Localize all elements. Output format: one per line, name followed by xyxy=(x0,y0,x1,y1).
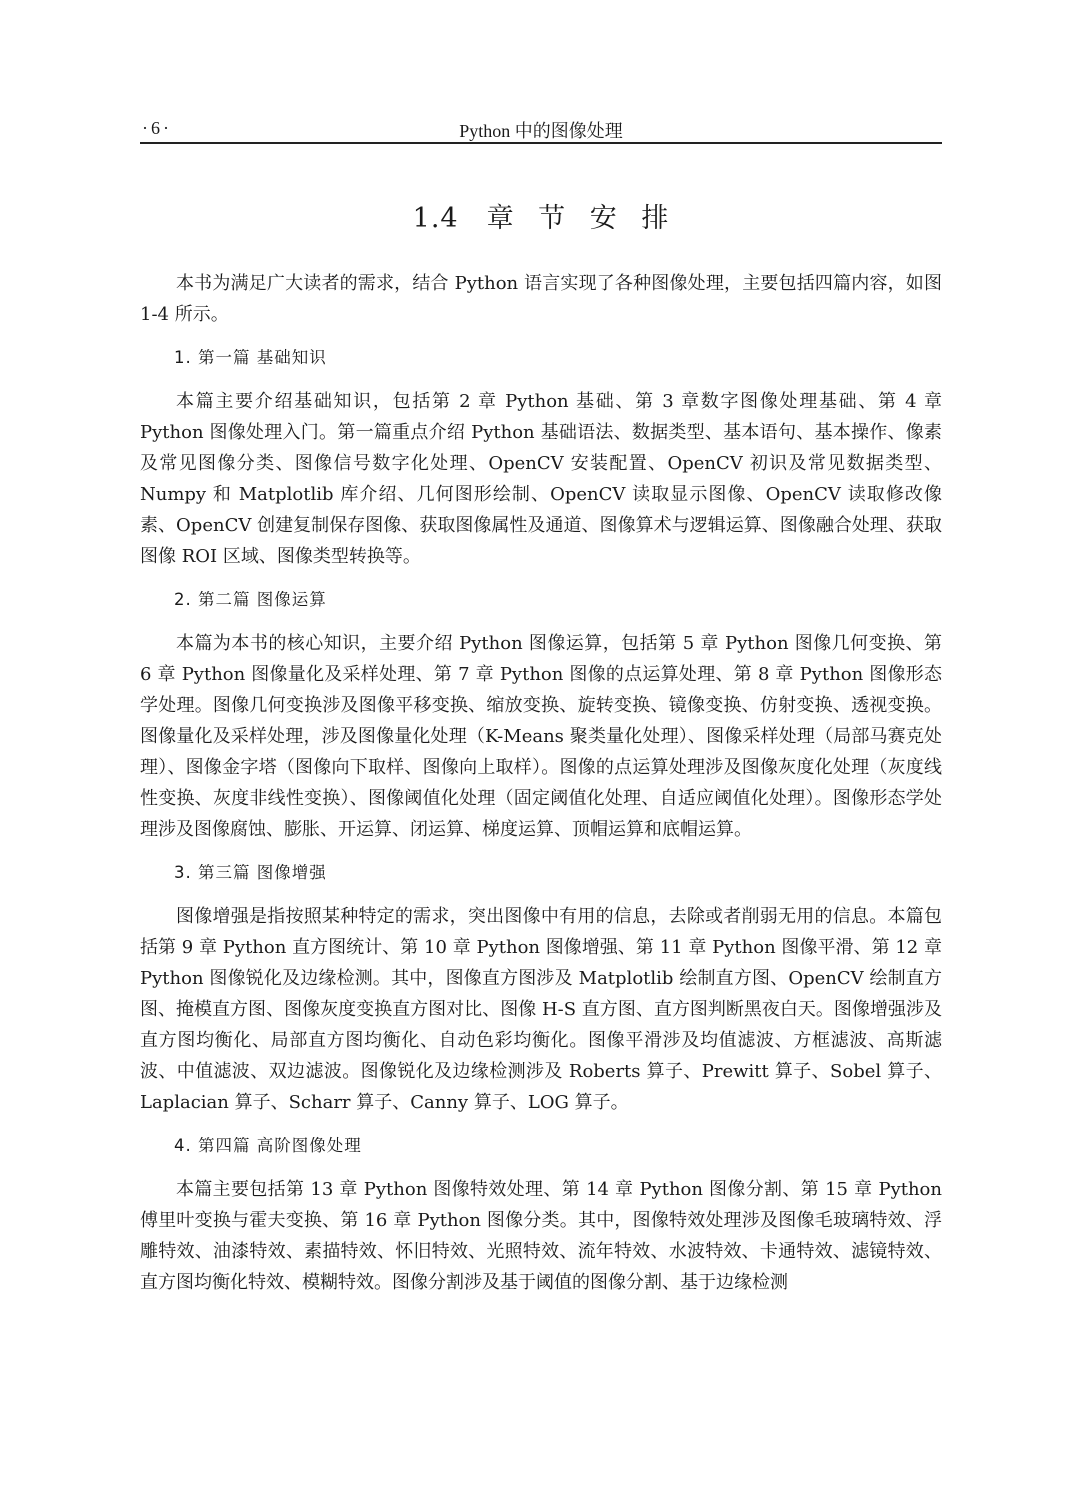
part-3-body: 图像增强是指按照某种特定的需求，突出图像中有用的信息，去除或者削弱无用的信息。本篇包括第 9 章 Python 直方图统计、第 10 章 Python 图像增强、第 11 章 Python 图像平滑、第 12 章 Python 图像锐化及边缘检测。其中，图像直方图涉及 Matplotlib 绘制直方图、OpenCV 绘制直方图、掩模直方图、图像灰度变换直方图对比、图像 H-S 直方图、直方图判断黑夜白天。图像增强涉及直方图均衡化、局部直方图均衡化、自动色彩均衡化。图像平滑涉及均值滤波、方框滤波、高斯滤波、中值滤波、双边滤波。图像锐化及边缘检测涉及 Roberts 算子、Prewitt 算子、Sobel 算子、Laplacian 算子、Scharr 算子、Canny 算子、LOG 算子。 xyxy=(140,906,942,1113)
part-2-heading: 2. 第二篇 图像运算 xyxy=(174,590,327,609)
part-4-heading: 4. 第四篇 高阶图像处理 xyxy=(174,1136,362,1155)
part-1-body: 本篇主要介绍基础知识，包括第 2 章 Python 基础、第 3 章数字图像处理基础、第 4 章 Python 图像处理入门。第一篇重点介绍 Python 基础语法、数据类型、基本语句、基本操作、像素及常见图像分类、图像信号数字化处理、OpenCV 安装配置、OpenCV 初识及常见数据类型、Numpy 和 Matplotlib 库介绍、几何图形绘制、OpenCV 读取显示图像、OpenCV 读取修改像素、OpenCV 创建复制保存图像、获取图像属性及通道、图像算术与逻辑运算、图像融合处理、获取图像 ROI 区域、图像类型转换等。 xyxy=(140,391,942,567)
header-title: Python 中的图像处理 xyxy=(459,121,623,141)
page-number: ·6· xyxy=(142,118,172,138)
part-1-heading: 1. 第一篇 基础知识 xyxy=(174,348,327,367)
page-content xyxy=(140,268,942,1298)
part-4-body: 本篇主要包括第 13 章 Python 图像特效处理、第 14 章 Python 图像分割、第 15 章 Python 傅里叶变换与霍夫变换、第 16 章 Python 图像分类。其中，图像特效处理涉及图像毛玻璃特效、浮雕特效、油漆特效、素描特效、怀旧特效、光照特效、流年特效、水波特效、卡通特效、滤镜特效、直方图均衡化特效、模糊特效。图像分割涉及基于阈值的图像分割、基于边缘检测 xyxy=(140,1179,942,1293)
part-2-body: 本篇为本书的核心知识，主要介绍 Python 图像运算，包括第 5 章 Python 图像几何变换、第 6 章 Python 图像量化及采样处理、第 7 章 Python 图像的点运算处理、第 8 章 Python 图像形态学处理。图像几何变换涉及图像平移变换、缩放变换、旋转变换、镜像变换、仿射变换、透视变换。图像量化及采样处理，涉及图像量化处理（K-Means 聚类量化处理）、图像采样处理（局部马赛克处理）、图像金字塔（图像向下取样、图像向上取样）。图像的点运算处理涉及图像灰度化处理（灰度线性变换、灰度非线性变换）、图像阈值化处理（固定阈值化处理、自适应阈值化处理）。图像形态学处理涉及图像腐蚀、膨胀、开运算、闭运算、梯度运算、顶帽运算和底帽运算。 xyxy=(140,633,942,840)
running-header xyxy=(140,114,942,144)
section-title: 1.4 章 节 安 排 xyxy=(412,203,670,234)
intro-paragraph: 本书为满足广大读者的需求，结合 Python 语言实现了各种图像处理，主要包括四篇内容，如图 1-4 所示。 xyxy=(140,273,942,325)
part-3-heading: 3. 第三篇 图像增强 xyxy=(174,863,327,882)
